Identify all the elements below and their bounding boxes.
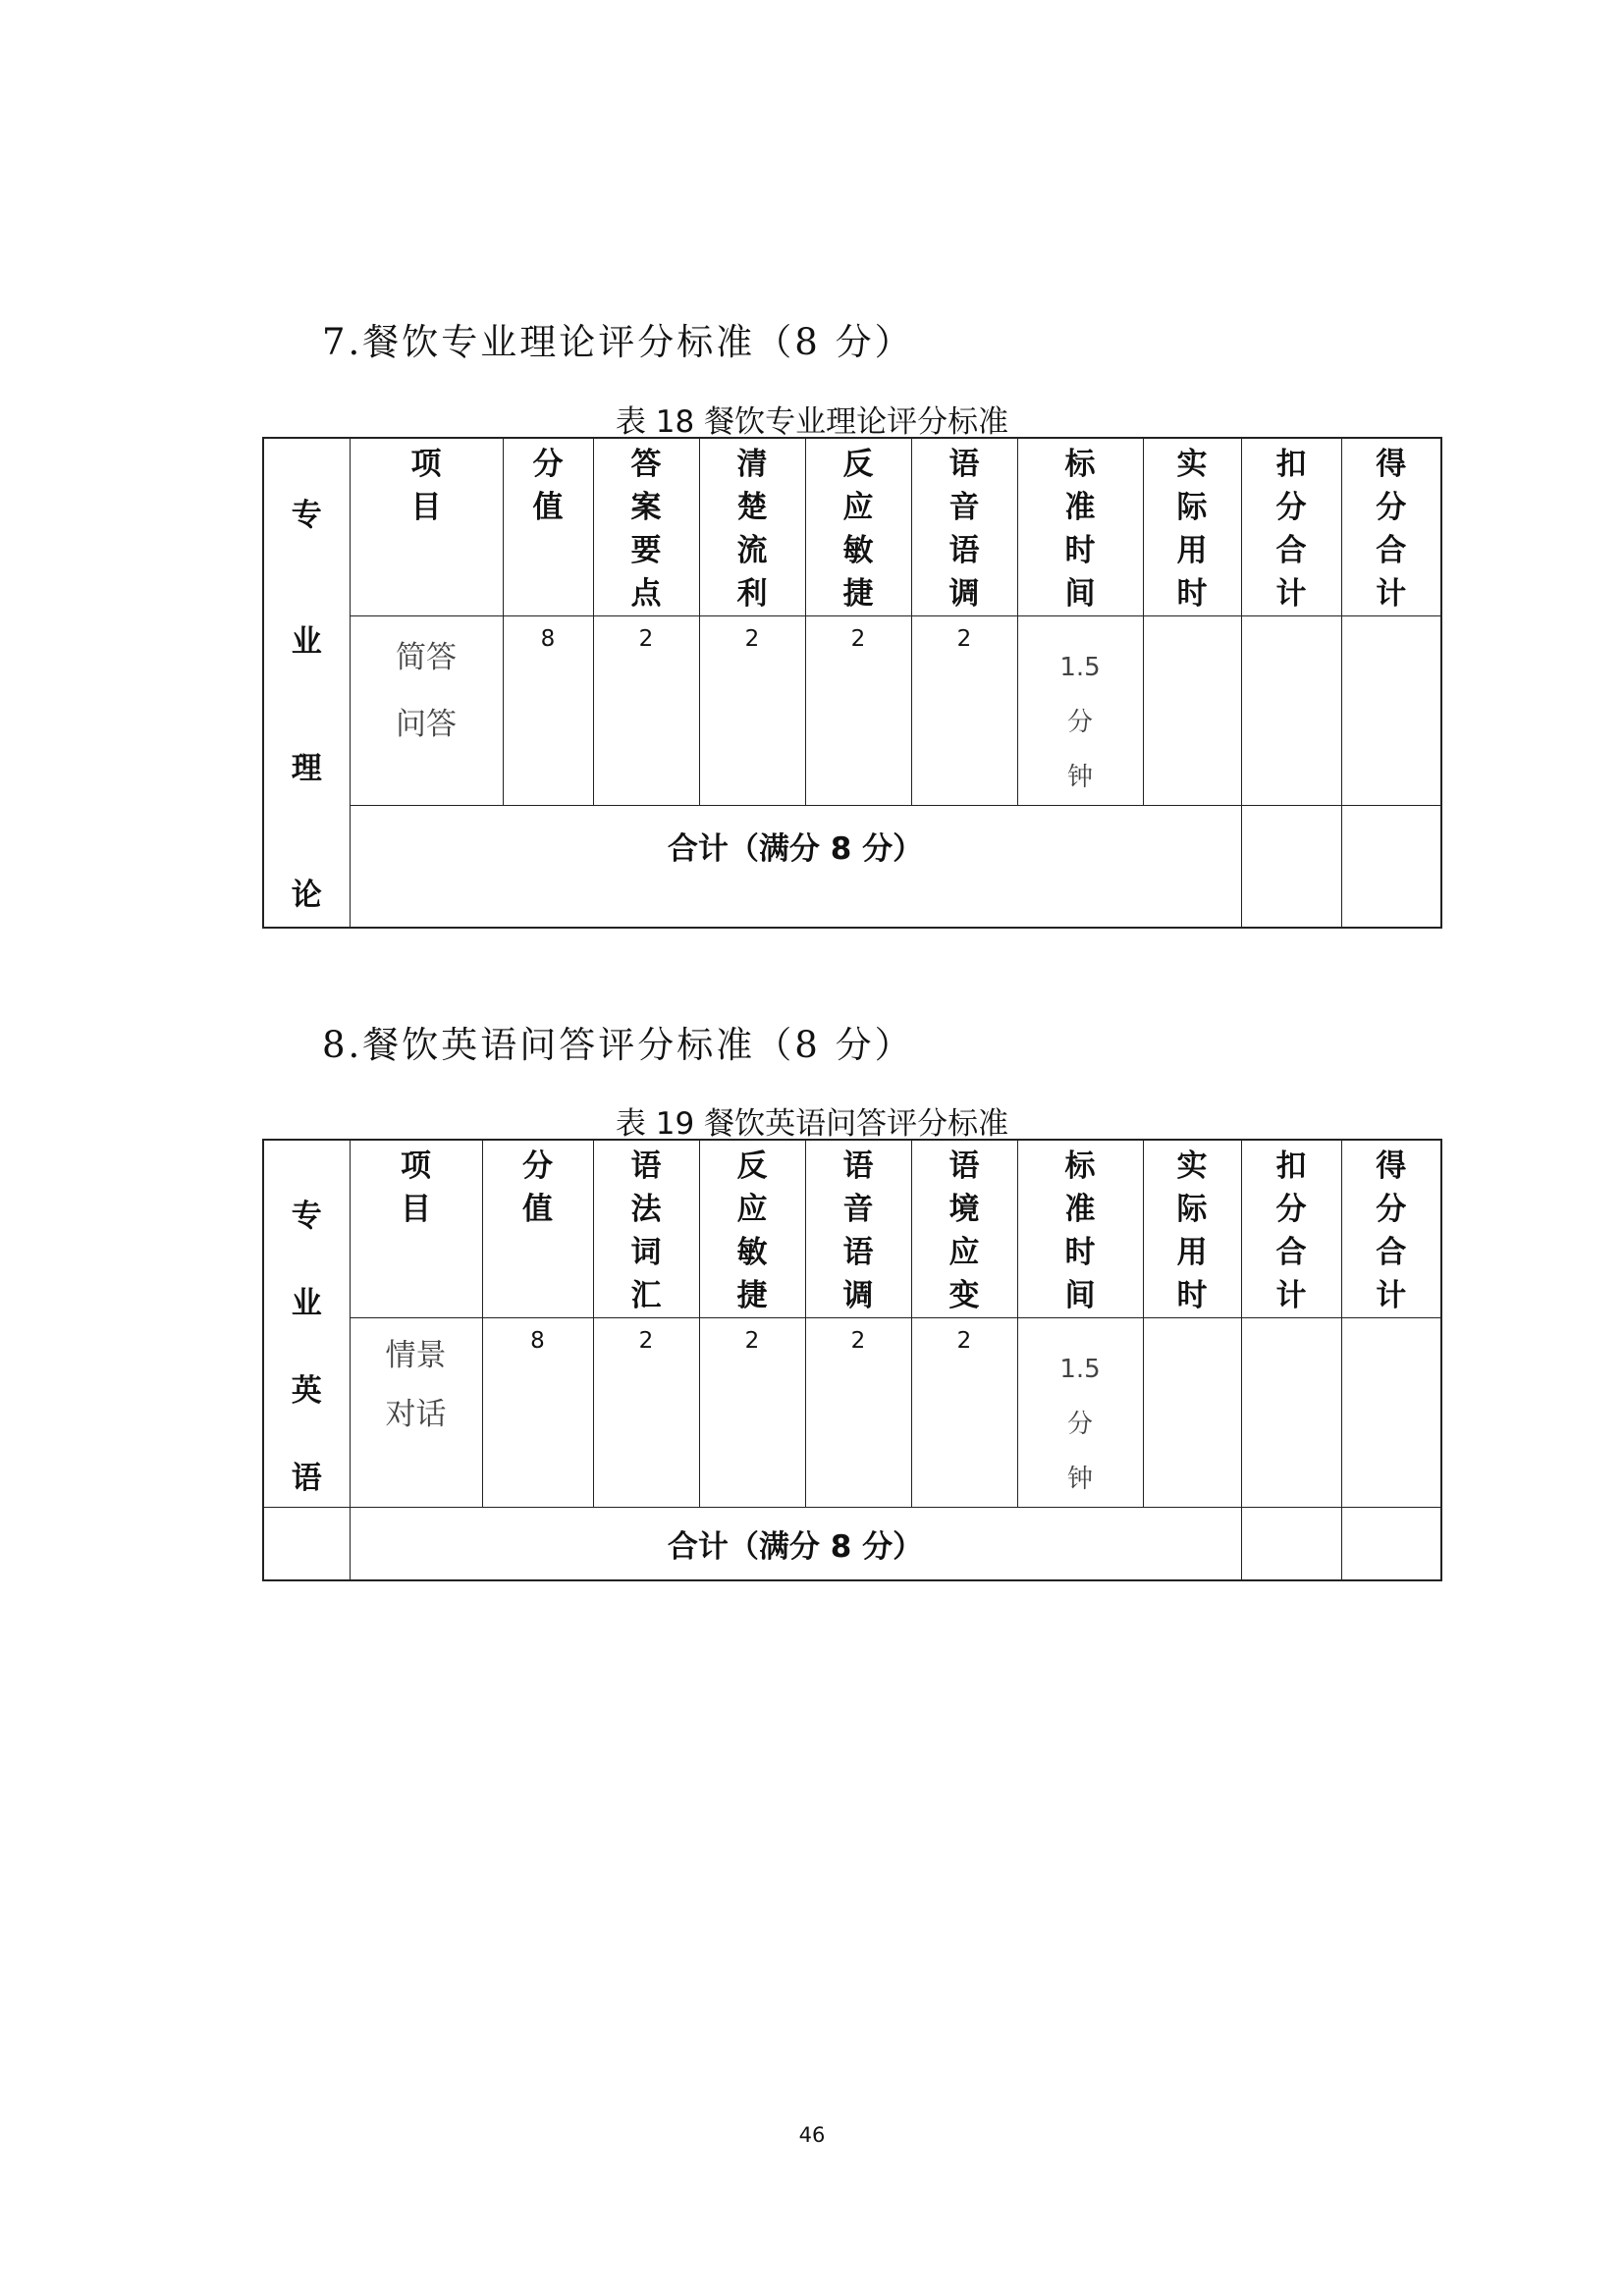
- table19-header-cell: 语法词汇: [593, 1140, 699, 1318]
- table18-score-total-cell: [1341, 616, 1441, 806]
- table18-header-cell: 得分合计: [1341, 438, 1441, 616]
- table19-header-cell: 反应敏捷: [699, 1140, 805, 1318]
- table19-deduct-total: [1241, 1508, 1341, 1580]
- table19-deduct-cell: [1241, 1318, 1341, 1508]
- table19-header-cell: 项目: [350, 1140, 482, 1318]
- table19-value-cell: 2: [911, 1318, 1017, 1508]
- table19-side-label: [263, 1140, 350, 1508]
- table18-deduct-total: [1241, 806, 1341, 928]
- table19-total-row: 合计（满分 8 分）: [350, 1508, 1241, 1580]
- table19-side-empty: [263, 1508, 350, 1580]
- table18-score-cell: 8: [503, 616, 593, 806]
- table18-caption: 表 18 餐饮专业理论评分标准: [615, 404, 1009, 440]
- table18-side-char: 论: [291, 878, 322, 914]
- table18-side-char: 理: [291, 751, 322, 787]
- table19-header-cell: 标准时间: [1017, 1140, 1143, 1318]
- table19-value-cell: 2: [699, 1318, 805, 1508]
- table19-header-cell: 得分合计: [1341, 1140, 1441, 1318]
- table18-actual-cell: [1143, 616, 1241, 806]
- table19-side-char: 专: [291, 1198, 322, 1234]
- table18-side-char: 业: [291, 624, 322, 661]
- table19-score-cell: 8: [482, 1318, 593, 1508]
- table19-caption: 表 19 餐饮英语问答评分标准: [615, 1106, 1009, 1142]
- table19-header-cell: 扣分合计: [1241, 1140, 1341, 1318]
- table18-total-row: 合计（满分 8 分）: [350, 806, 1241, 928]
- table18-header-cell: 分值: [503, 438, 593, 616]
- table19-value-cell: 2: [805, 1318, 911, 1508]
- section7-heading: 7.餐饮专业理论评分标准（8 分）: [322, 321, 914, 363]
- table18-header-cell: 语音语调: [911, 438, 1017, 616]
- table19-actual-cell: [1143, 1318, 1241, 1508]
- table18-time-cell: 1.5 分 钟: [1017, 616, 1143, 806]
- table19-value-cell: 2: [593, 1318, 699, 1508]
- table19-header-cell: 语音语调: [805, 1140, 911, 1318]
- table18-value-cell: 2: [699, 616, 805, 806]
- table18-header-cell: 项目: [350, 438, 503, 616]
- table18-side-label: [263, 438, 350, 928]
- table18-header-cell: 标准时间: [1017, 438, 1143, 616]
- table18-header-cell: 实际用时: [1143, 438, 1241, 616]
- table19-side-char: 业: [291, 1285, 322, 1321]
- table19-time-cell: 1.5 分 钟: [1017, 1318, 1143, 1508]
- table19: [262, 1139, 1442, 1581]
- table18-deduct-cell: [1241, 616, 1341, 806]
- table18-value-cell: 2: [593, 616, 699, 806]
- table19-item-cell: 情景对话: [350, 1318, 482, 1508]
- section8-heading: 8.餐饮英语问答评分标准（8 分）: [322, 1024, 914, 1066]
- table19-side-char: 英: [291, 1372, 322, 1409]
- table19-score-total: [1341, 1508, 1441, 1580]
- table18-side-char: 专: [291, 498, 322, 534]
- table18-value-cell: 2: [911, 616, 1017, 806]
- table18-header-cell: 扣分合计: [1241, 438, 1341, 616]
- table18-value-cell: 2: [805, 616, 911, 806]
- table18-item-cell: 简答问答: [350, 616, 503, 806]
- table18-header-cell: 清楚流利: [699, 438, 805, 616]
- table19-header-cell: 分值: [482, 1140, 593, 1318]
- page-number: 46: [798, 2123, 826, 2147]
- table19-score-total-cell: [1341, 1318, 1441, 1508]
- table18: [262, 437, 1442, 929]
- table18-header-cell: 反应敏捷: [805, 438, 911, 616]
- table18-header-cell: 答案要点: [593, 438, 699, 616]
- table18-score-total: [1341, 806, 1441, 928]
- table19-side-char: 语: [291, 1460, 322, 1496]
- table19-header-cell: 语境应变: [911, 1140, 1017, 1318]
- table19-header-cell: 实际用时: [1143, 1140, 1241, 1318]
